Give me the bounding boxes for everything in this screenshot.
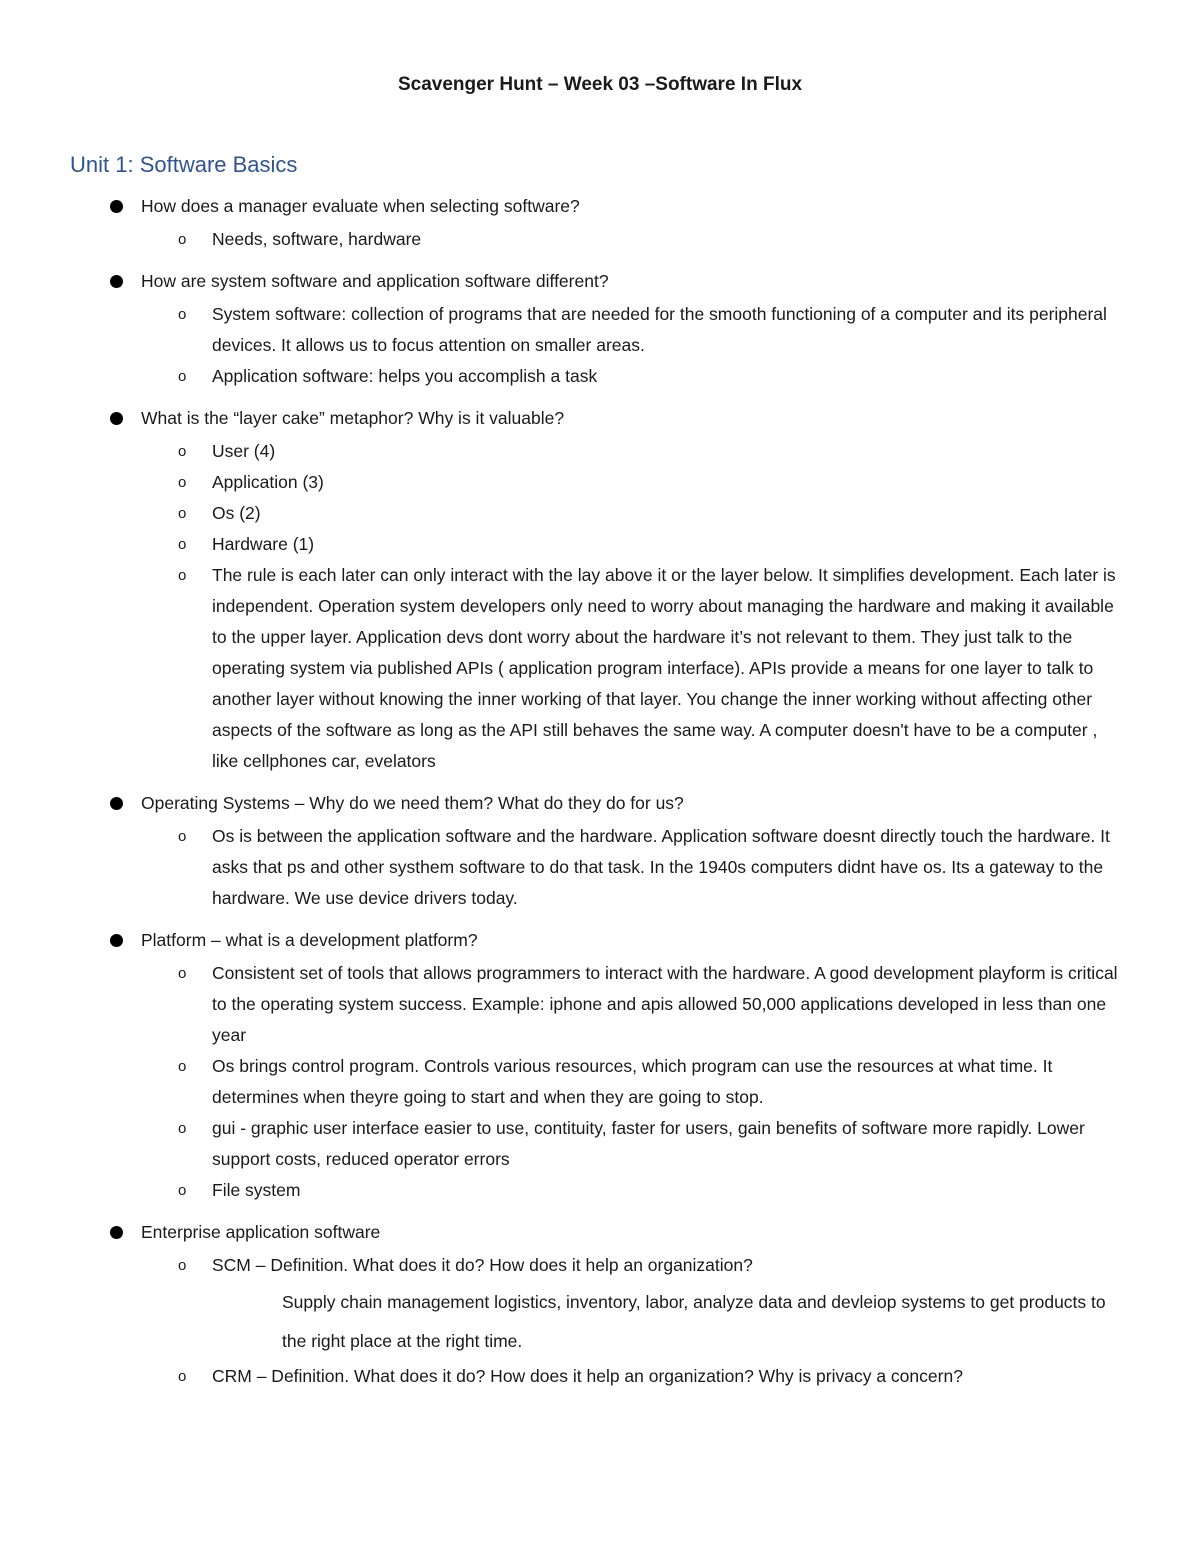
answer-list xyxy=(0,958,1200,1206)
answer-item xyxy=(0,498,1200,529)
answer-item xyxy=(0,224,1200,255)
scm-question-text: SCM – Definition. What does it do? How does it help an organization? xyxy=(212,1255,753,1275)
sub-bullet-icon: o xyxy=(178,1257,187,1274)
sub-bullet-icon: o xyxy=(178,965,187,982)
scm-answer-text: Supply chain management logistics, inventory, labor, analyze data and devleiop systems to get products to the right place at the right time. xyxy=(282,1292,1106,1351)
sub-bullet-icon: o xyxy=(178,1182,187,1199)
document-body xyxy=(0,192,1200,1392)
bullet-dot-icon xyxy=(110,934,123,947)
sub-bullet-icon: o xyxy=(178,567,187,584)
sub-bullet-icon: o xyxy=(178,1368,187,1385)
question-bullet xyxy=(0,789,1200,817)
answer-text: Needs, software, hardware xyxy=(212,229,422,249)
answer-text: File system xyxy=(212,1180,301,1200)
answer-item xyxy=(0,1361,1200,1392)
answer-text: The rule is each later can only interact with the lay above it or the layer below. It simplifies development. Each later is independent. Operation system developers only need to worry about managing the hardware and making it available to the upper layer. Application devs dont worry about the hardware it’s not relevant to them. They just talk to the operating system via published APIs ( application program interface). APIs provide a means for one layer to talk to another layer without knowing the inner working of that layer. You change the inner working without affecting other aspects of the software as long as the API still behaves the same way. A computer doesn't have to be a computer , like cellphones car, evelators xyxy=(212,565,1116,771)
answer-text: gui - graphic user interface easier to use, contituity, faster for users, gain benefits of software more rapidly. Lower support costs, reduced operator errors xyxy=(212,1118,1085,1169)
question-bullet xyxy=(0,192,1200,220)
question-text: How does a manager evaluate when selecting software? xyxy=(141,196,580,216)
answer-item xyxy=(0,467,1200,498)
answer-list xyxy=(0,224,1200,255)
answer-text: Os brings control program. Controls various resources, which program can use the resources at what time. It determines when theyre going to start and when they are going to stop. xyxy=(212,1056,1053,1107)
page-title: Scavenger Hunt – Week 03 –Software In Flux xyxy=(397,74,803,95)
question-bullet xyxy=(0,404,1200,432)
answer-text: Hardware (1) xyxy=(212,534,315,554)
answer-item xyxy=(0,1250,1200,1281)
sub-bullet-icon: o xyxy=(178,306,187,323)
answer-text: Consistent set of tools that allows programmers to interact with the hardware. A good development playform is critical to the operating system success. Example: iphone and apis allowed 50,000 applications developed in less than one year xyxy=(212,963,1118,1045)
answer-list xyxy=(0,436,1200,777)
question-bullet xyxy=(0,926,1200,954)
answer-item xyxy=(0,361,1200,392)
sub-bullet-icon: o xyxy=(178,474,187,491)
crm-question-text: CRM – Definition. What does it do? How does it help an organization? Why is privacy a concern? xyxy=(212,1366,963,1386)
sub-bullet-icon: o xyxy=(178,1058,187,1075)
question-bullet xyxy=(0,1218,1200,1246)
answer-item xyxy=(0,1175,1200,1206)
answer-text: Os (2) xyxy=(212,503,261,523)
bullet-dot-icon xyxy=(110,797,123,810)
unit-heading: Unit 1: Software Basics xyxy=(70,152,298,177)
answer-text: Application (3) xyxy=(212,472,324,492)
question-text: How are system software and application software different? xyxy=(141,271,609,291)
sub-bullet-icon: o xyxy=(178,231,187,248)
answer-item xyxy=(0,958,1200,1051)
bullet-dot-icon xyxy=(110,275,123,288)
question-text: Enterprise application software xyxy=(141,1222,381,1242)
sub-bullet-icon: o xyxy=(178,536,187,553)
answer-item xyxy=(0,299,1200,361)
bullet-dot-icon xyxy=(110,200,123,213)
bullet-dot-icon xyxy=(110,1226,123,1239)
question-text: Operating Systems – Why do we need them? What do they do for us? xyxy=(141,793,684,813)
answer-item xyxy=(0,1113,1200,1175)
answer-item xyxy=(0,529,1200,560)
answer-item xyxy=(0,560,1200,777)
sub-bullet-icon: o xyxy=(178,828,187,845)
sub-bullet-icon: o xyxy=(178,368,187,385)
answer-text: Application software: helps you accomplish a task xyxy=(212,366,598,386)
answer-list xyxy=(0,1250,1200,1392)
question-text: Platform – what is a development platform? xyxy=(141,930,478,950)
answer-text: User (4) xyxy=(212,441,276,461)
sub-bullet-icon: o xyxy=(178,443,187,460)
answer-text: System software: collection of programs that are needed for the smooth functioning of a computer and its peripheral devices. It allows us to focus attention on smaller areas. xyxy=(212,304,1107,355)
question-bullet xyxy=(0,267,1200,295)
question-text: What is the “layer cake” metaphor? Why is it valuable? xyxy=(141,408,565,428)
sub-bullet-icon: o xyxy=(178,1120,187,1137)
answer-item xyxy=(0,436,1200,467)
answer-item xyxy=(0,821,1200,914)
answer-list xyxy=(0,821,1200,914)
answer-text: Os is between the application software and the hardware. Application software doesnt directly touch the hardware. It asks that ps and other systhem software to do that task. In the 1940s computers didnt have os. Its a gateway to the hardware. We use device drivers today. xyxy=(212,826,1110,908)
sub-bullet-icon: o xyxy=(178,505,187,522)
answer-item xyxy=(0,1051,1200,1113)
bullet-dot-icon xyxy=(110,412,123,425)
answer-list xyxy=(0,299,1200,392)
